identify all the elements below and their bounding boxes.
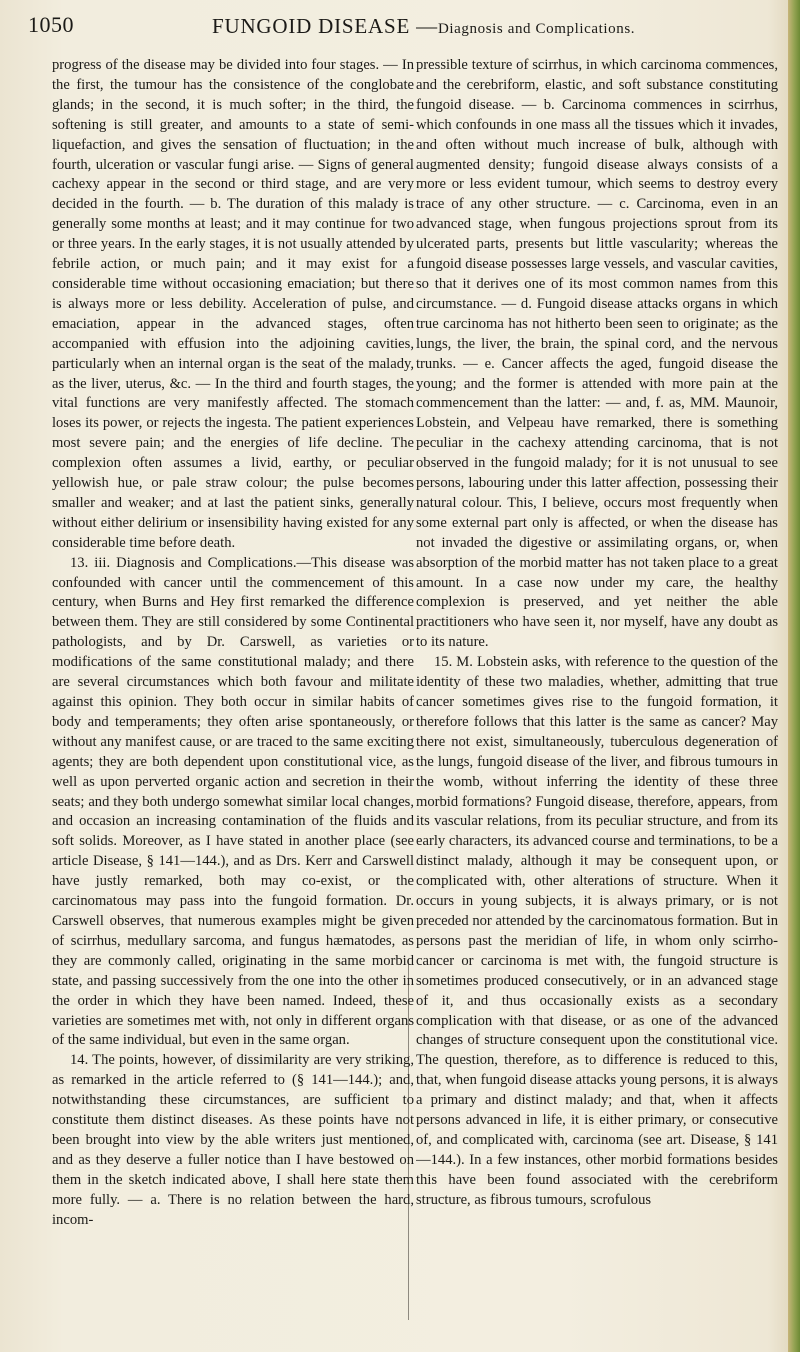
page-edge (788, 0, 800, 1352)
paragraph-14-dissimilarity: 14. The points, however, of dissimilarity are very striking, as remarked in the article referred to (§ 141—144.); and, notwithstanding these circumstances, are sufficient to constitute them distinct diseases. As these points have not been brought into view by the able writers just mentioned, and as they deserve a fuller notice than I have bestowed on them in the sketch indicated above, I shall here state them more fully. — a. There is no relation between the hard, incom- (52, 1052, 414, 1228)
left-column (52, 56, 414, 1346)
paragraph-incompressible-texture: pressible texture of scirrhus, in which carcinoma commences, and the cerebriform, elastic, and soft substance constituting fungoid disease. — b. Carcinoma commences in scirrhus, which confounds in one mass all the tissues which it invades, and often without much increase of bulk, although with augmented density; fungoid disease always consists of a more or less evident tumour, which seems to destroy every trace of any other structure. — c. Carcinoma, even in an advanced stage, when fungous projections sprout from its ulcerated parts, presents but little vascularity; whereas the fungoid disease possesses large vessels, and vascular cavities, so that it derives one of its most common names from this circumstance. — d. Fungoid disease attacks organs in which true carcinoma has not hitherto been seen to originate; as the lungs, the liver, the brain, the spinal cord, and the nervous trunks. — e. Cancer affects the aged, fungoid disease the young; and the former is attended with more pain at the commencement than the latter: — and, f. as, MM. Maunoir, Lobstein, and Velpeau have remarked, there is something peculiar in the cachexy attending carcinoma, that is not observed in the fungoid malady; for it is not unusual to see persons, labouring under this latter affection, possessing their natural colour. This, I believe, occurs most frequently when some external part only is affected, or when the disease has not invaded the digestive or assimilating organs, or, when absorption of the morbid matter has not taken place to a great amount. In a case now under my care, the healthy complexion is preserved, and yet neither the able practitioners who have seen it, nor myself, have any doubt as to its nature. (416, 57, 778, 651)
paragraph-15-lobstein: 15. M. Lobstein asks, with reference to the question of the identity of these two maladies, whether, admitting that true cancer sometimes gives rise to the fungoid formation, it therefore follows that this latter is the same as cancer? May there not exist, simultaneously, tuberculous degeneration of the lungs, fungoid disease of the liver, and fibrous tumours in the womb, without inferring the identity of these three morbid formations? Fungoid disease, therefore, appears, from its vascular relations, from its peculiar structure, and from its early characters, its advanced course and terminations, to be a distinct malady, although it may be consequent upon, or complicated with, other alterations of structure. When it occurs in young subjects, it is always primary, or is not preceded nor attended by the carcinomatous formation. But in persons past the meridian of life, in whom only scirrho-cancer or carcinoma is met with, the fungoid structure is sometimes produced consecutively, or in an advanced stage of it, and thus occasionally exists as a secondary complication with that disease, or as one of the advanced changes of structure consequent upon the constitutional vice. The question, therefore, as to difference is reduced to this, that, when fungoid disease attacks young persons, it is always a primary and distinct malady; and that, when it affects persons advanced in life, it is either primary, or consecutive of, and complicated with, carcinoma (see art. Disease, § 141—144.). In a few instances, other morbid formations besides this have been found associated with the cerebriform structure, as fibrous tumours, scrofulous (416, 654, 778, 1208)
page-header (14, 4, 784, 46)
paragraph-13-diagnosis: 13. iii. Diagnosis and Complications.—This disease was confounded with cancer until the commencement of this century, when Burns and Hey first remarked the difference between them. They are still considered by some Continental pathologists, and by Dr. Carswell, as varieties or modifications of the same constitutional malady; and there are several circumstances which both favour and militate against this opinion. They both occur in similar habits of body and temperaments; they often arise spontaneously, or without any manifest cause, or are traced to the same exciting agents; they are both dependent upon constitutional vice, as well as upon perverted organic action and secretion in their seats; and they both undergo somewhat similar local changes, and occasion an increasing contamination of the fluids and soft solids. Moreover, as I have stated in another place (see article Disease, § 141—144.), and as Drs. Kerr and Carswell have justly remarked, both may co-exist, or the carcinomatous may pass into the fungoid formation. Dr. Carswell observes, that numerous examples might be given of scirrhus, medullary sarcoma, and fungus hæmatodes, as they are commonly called, originating in the same morbid state, and passing successively from the one into the other in the order in which they have been named. Indeed, these varieties are sometimes met with, not only in different organs of the same individual, but even in the same organ. (52, 554, 414, 1049)
running-head-main: FUNGOID DISEASE — (212, 14, 438, 38)
page-number: 1050 (28, 12, 74, 37)
running-head-section: Diagnosis and Complications. (437, 21, 636, 37)
column-divider (408, 960, 409, 1320)
paragraph-progress: progress of the disease may be divided into four stages. — In the first, the tumour has the consistence of the conglobate glands; in the second, it is much softer; in the third, the softening is still greater, and amounts to a state of semi-liquefaction, and gives the sensation of fluctuation; in the fourth, ulceration or vascular fungi arise. — Signs of general cachexy appear in the second or third stage, and are very decided in the fourth. — b. The duration of this malady is generally some months at least; and it may continue for two or three years. In the early stages, it is not usually attended by febrile action, or much pain; and it may exist for a considerable time without occasioning emaciation; but there is always more or less debility. Acceleration of pulse, and emaciation, appear in the advanced stages, often accompanied with effusion into the adjoining cavities, particularly when an internal organ is the seat of the malady, as the liver, uterus, &c. — In the third and fourth stages, the vital functions are very manifestly affected. The stomach loses its power, or rejects the ingesta. The patient experiences most severe pain; and the energies of life decline. The complexion often assumes a livid, earthy, or peculiar yellowish hue, or pale straw colour; the pulse becomes smaller and weaker; and at last the patient sinks, generally without either delirium or insensibility having existed for any considerable time before death. (52, 57, 414, 551)
right-column (416, 56, 778, 1346)
running-head (212, 14, 635, 39)
